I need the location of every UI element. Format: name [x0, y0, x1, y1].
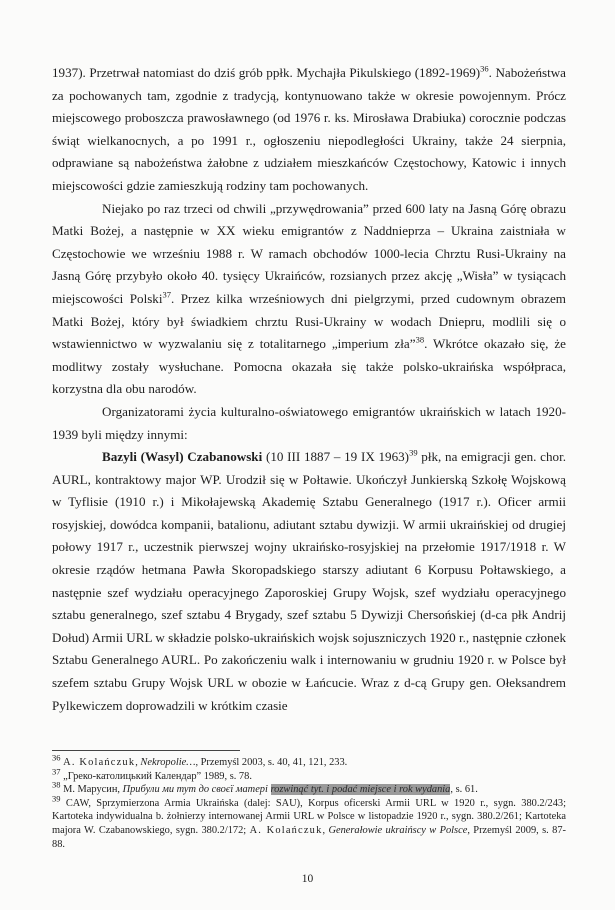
paragraph-1	[52, 62, 566, 198]
footnote-39	[52, 793, 567, 851]
person-name: Bazyli (Wasyl) Czabanowski	[102, 449, 263, 465]
main-text	[52, 62, 566, 717]
footnote-author: A. Kolańczuk	[63, 757, 136, 768]
footnote-divider	[52, 750, 240, 751]
footnote-ref-38: 38	[415, 334, 425, 345]
footnote-ref-37: 37	[162, 289, 171, 300]
paragraph-2-text-end: . Wkrótce okazało się, że modlitwy zostały wysłuchane. Pomocna okazała się także polsko-ukraińska współpraca, korzystna dla obu narodów.	[52, 336, 566, 397]
footnote-title: Generałowie ukraińscy w Polsce	[328, 824, 468, 836]
paragraph-2-text: Niejako po raz trzeci od chwili „przywędrowania” przed 600 laty na Jasną Górę obrazu Matki Bożej, a następnie w XX wieku emigrantów z Naddnieprza – Ukraina zaistniała w Częstochowie we wrześniu 1988 r. W ramach obchodów 1000-lecia Chrztu Rusi-Ukrainy na Jasną Górę przybyło około 40. tysięcy Ukraińców, rozsianych przez akcję „Wisła” w tysiącach miejscowości Polski	[52, 200, 566, 306]
footnote-38	[52, 779, 566, 797]
footnote-separator: ,	[322, 824, 329, 836]
footnote-separator: ,	[117, 784, 123, 796]
footnote-title: Nekropolie…	[140, 757, 196, 768]
footnote-ref-36: 36	[480, 63, 489, 74]
footnote-author: A. Kolańczuk	[249, 824, 323, 836]
footnote-title: Прибули ми тут до своєї матері	[122, 784, 268, 796]
footnote-details: , Przemyśl 2003, s. 40, 41, 121, 233.	[195, 757, 348, 768]
paragraph-2	[52, 198, 566, 401]
footnote-separator: ,	[135, 757, 141, 768]
footnote-number: 36	[52, 752, 61, 763]
footnote-37	[52, 766, 566, 784]
footnote-number: 37	[52, 766, 61, 777]
footnote-text: CAW, Sprzymierzona Armia Ukraińska (dalej: SAU), Korpus oficerski Armii URL w 1920 r., sygn. 380.2/243; Kartoteka indywidualna b. żołnierzy internowanej Armii URL w Polsce w listopadzie 1920 r., sygn. 380.2/261; Kartoteka majora W. Czabanowskiego, sygn. 380.2/172;	[52, 797, 566, 836]
footnote-details: , Przemyśl 2009, s. 87-88.	[52, 824, 567, 850]
paragraph-3: Organizatorami życia kulturalno-oświatowego emigrantów ukraińskich w latach 1920-1939 byli między innymi:	[52, 403, 566, 442]
footnote-ref-39: 39	[409, 447, 418, 458]
paragraph-4	[52, 446, 566, 717]
life-dates: (10 III 1887 – 19 IX 1963)	[262, 449, 410, 465]
biography-text: płk, na emigracji gen. chor. AURL, kontraktowy major WP. Urodził się w Połtawie. Ukończył Junkierską Szkołę Wojskową w Tyflisie (1910 r.) i Mikołajewską Akademię Sztabu Generalnego (1917 r.). Oficer armii rosyjskiej, dowódca kompanii, batalionu, adiutant sztabu dywizji. W armii ukraińskiej od drugiej połowy 1917 r., uczestnik pierwszej wojny ukraińsko-rosyjskiej na przełomie 1917/1918 r. W okresie rządów hetmana Pawła Skoropadskiego starszy adiutant 6 Korpusu Połtawskiego, a następnie szef wydziału operacyjnego Zaporoskiej Grupy Wojsk, szef wydziału operacyjnego sztabu generalnego, szef sztabu 4 Brygady, szef sztabu 5 Dywizji Chersońskiej (d-ca płk Andrij Dołud) Armii URL w składzie polsko-ukraińskich wojsk sojuszniczych 1920 r., następnie członek Sztabu Generalnego AURL. Po zakończeniu walk i internowaniu w grudniu 1920 r. w Polsce był szefem sztabu Grupy Wojsk URL w obozie w Łańcucie. Wraz z d-cą Grupy gen. Ołeksandrem Pylkewiczem doprowadzili w krótkim czasie	[52, 449, 566, 713]
footnote-author: М. Марусин	[63, 784, 118, 796]
paragraph-2-text-cont: . Przez kilka wrześniowych dni pielgrzymi, przed cudownym obrazem Matki Bożej, który był świadkiem chrztu Rusi-Ukrainy w wodach Dniepru, modlili się o wstawiennictwo w wyzwalaniu się z totalitarnego „imperium zła”	[52, 290, 566, 352]
page-number: 10	[301, 873, 314, 885]
paragraph-1-text: 1937). Przetrwał natomiast do dziś grób ppłk. Mychajła Pikulskiego (1892-1969)	[52, 65, 481, 80]
footnotes	[52, 752, 567, 851]
paragraph-1-text-cont: . Nabożeństwa za pochowanych tam, zgodnie z tradycją, kontynuowano także w okresie powojennym. Prócz miejscowego proboszcza prawosławnego (od 1976 r. ks. Mirosława Drabiuka) corocznie podczas świąt wielkanocnych, a po 1991 r., ogłoszeniu niepodległości Ukrainy, także 24 sierpnia, odprawiane są nabożeństwa żałobne z udziałem mieszkańców Częstochowy, Katowic i innych miejscowości gdzie zamieszkują rodziny tam pochowanych.	[52, 65, 566, 193]
footnote-details: , s. 61.	[450, 784, 478, 796]
footnote-number: 38	[52, 779, 61, 790]
footnote-number: 39	[52, 793, 61, 804]
footnote-text: „Греко-католицький Календар” 1989, s. 78.	[63, 770, 252, 782]
footnote-36	[52, 752, 566, 770]
highlighted-editor-note: rozwinąć tyt. i podać miejsce i rok wydania	[270, 784, 451, 796]
